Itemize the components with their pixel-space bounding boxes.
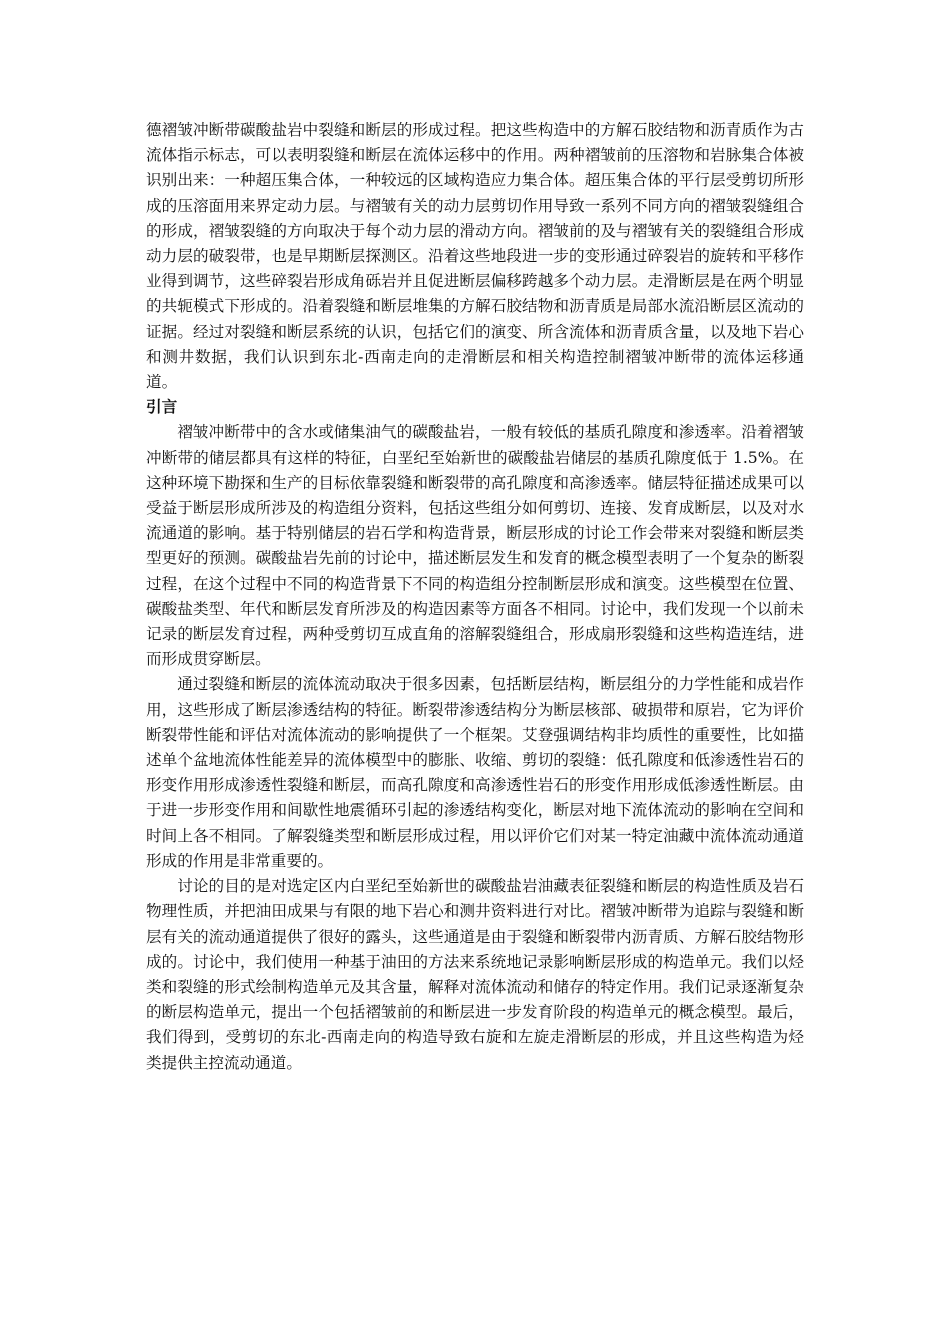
document-page <box>146 118 804 1076</box>
section-heading-introduction: 引言 <box>146 398 178 417</box>
body-paragraph: 褶皱冲断带中的含水或储集油气的碳酸盐岩，一般有较低的基质孔隙度和渗透率。沿着褶皱冲断带的储层都具有这样的特征，白垩纪至始新世的碳酸盐岩储层的基质孔隙度低于 1.5%。在这种环境下勘探和生产的目标依靠裂缝和断裂带的高孔隙度和高渗透率。储层特征描述成果可以受益于断层形成所涉及的构造组分资料，包括这些组分如何剪切、连接、发育成断层，以及对水流通道的影响。基于特别储层的岩石学和构造背景，断层形成的讨论工作会带来对裂缝和断层类型更好的预测。碳酸盐岩先前的讨论中，描述断层发生和发育的概念模型表明了一个复杂的断裂过程，在这个过程中不同的构造背景下不同的构造组分控制断层形成和演变。这些模型在位置、碳酸盐类型、年代和断层发育所涉及的构造因素等方面各不相同。讨论中，我们发现一个以前未记录的断层发育过程，两种受剪切互成直角的溶解裂缝组合，形成扇形裂缝和这些构造连结，进而形成贯穿断层。 <box>146 423 804 669</box>
body-paragraph: 讨论的目的是对选定区内白垩纪至始新世的碳酸盐岩油藏表征裂缝和断层的构造性质及岩石物理性质，并把油田成果与有限的地下岩心和测井资料进行对比。褶皱冲断带为追踪与裂缝和断层有关的流动通道提供了很好的露头，这些通道是由于裂缝和断裂带内沥青质、方解石胶结物形成的。讨论中，我们使用一种基于油田的方法来系统地记录影响断层形成的构造单元。我们以烃类和裂缝的形式绘制构造单元及其含量，解释对流体流动和储存的特定作用。我们记录逐渐复杂的断层构造单元，提出一个包括褶皱前的和断层进一步发育阶段的构造单元的概念模型。最后，我们得到，受剪切的东北-西南走向的构造导致右旋和左旋走滑断层的形成，并且这些构造为烃类提供主控流动通道。 <box>146 877 804 1072</box>
abstract-paragraph: 德褶皱冲断带碳酸盐岩中裂缝和断层的形成过程。把这些构造中的方解石胶结物和沥青质作为古流体指示标志，可以表明裂缝和断层在流体运移中的作用。两种褶皱前的压溶物和岩脉集合体被识别出来：一种超压集合体，一种较远的区域构造应力集合体。超压集合体的平行层受剪切所形成的压溶面用来界定动力层。与褶皱有关的动力层剪切作用导致一系列不同方向的褶皱裂缝组合的形成，褶皱裂缝的方向取决于每个动力层的滑动方向。褶皱前的及与褶皱有关的裂缝组合形成动力层的破裂带，也是早期断层探测区。沿着这些地段进一步的变形通过碎裂岩的旋转和平移作业得到调节，这些碎裂岩形成角砾岩并且促进断层偏移跨越多个动力层。走滑断层是在两个明显的共轭模式下形成的。沿着裂缝和断层堆集的方解石胶结物和沥青质是局部水流沿断层区流动的证据。经过对裂缝和断层系统的认识，包括它们的演变、所含流体和沥青质含量，以及地下岩心和测井数据，我们认识到东北-西南走向的走滑断层和相关构造控制褶皱冲断带的流体运移通道。 <box>146 121 804 392</box>
body-paragraph: 通过裂缝和断层的流体流动取决于很多因素，包括断层结构，断层组分的力学性能和成岩作用，这些形成了断层渗透结构的特征。断裂带渗透结构分为断层核部、破损带和原岩，它为评价断裂带性能和评估对流体流动的影响提供了一个框架。艾登强调结构非均质性的重要性，比如描述单个盆地流体性能差异的流体模型中的膨胀、收缩、剪切的裂缝：低孔隙度和低渗透性岩石的形变作用形成渗透性裂缝和断层，而高孔隙度和高渗透性岩石的形变作用形成低渗透性断层。由于进一步形变作用和间歇性地震循环引起的渗透结构变化，断层对地下流体流动的影响在空间和时间上各不相同。了解裂缝类型和断层形成过程，用以评价它们对某一特定油藏中流体流动通道形成的作用是非常重要的。 <box>146 675 804 870</box>
